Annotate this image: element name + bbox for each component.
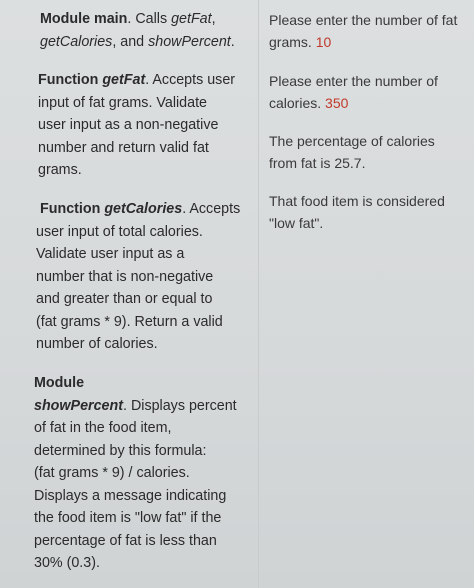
fat-grams-prompt: Please enter the number of fat grams. 10 [269, 12, 458, 50]
getfat-function-name: getFat [102, 72, 146, 88]
low-fat-message: That food item is considered "low fat". [269, 193, 445, 231]
getcalories-function-name: getCalories [104, 201, 183, 217]
showpercent-function-name: showPercent [34, 397, 123, 414]
function-getcalories-description: Function getCalories. Accepts user input of total calories. Validate user input as a number that is non-negative and greater than or equal to (fat grams * 9). Return a valid number of calories. [36, 201, 241, 352]
calories-input-value: 350 [325, 94, 349, 111]
fat-percentage-result: The percentage of calories from fat is 25.7. [269, 133, 435, 171]
module-main-title: Module main [40, 11, 128, 27]
module-showpercent-title: Module [34, 375, 85, 391]
column-divider [258, 0, 259, 588]
module-showpercent-description: Module showPercent. Displays percent of fat in the food item, determined by this formula: (fat grams * 9) / calories. Displays a message indicating the food item is "low fat" if the percentage of fat is less than 30% (0.3). [34, 372, 237, 575]
fat-grams-input-value: 10 [315, 33, 332, 50]
module-main-description: Module main. Calls getFat, getCalories, and showPercent. [40, 11, 235, 50]
function-getfat-description: Function getFat. Accepts user input of fat grams. Validate user input as a non-negative number and return valid fat grams. [38, 72, 236, 178]
calories-prompt: Please enter the number of calories. 350 [269, 73, 438, 111]
